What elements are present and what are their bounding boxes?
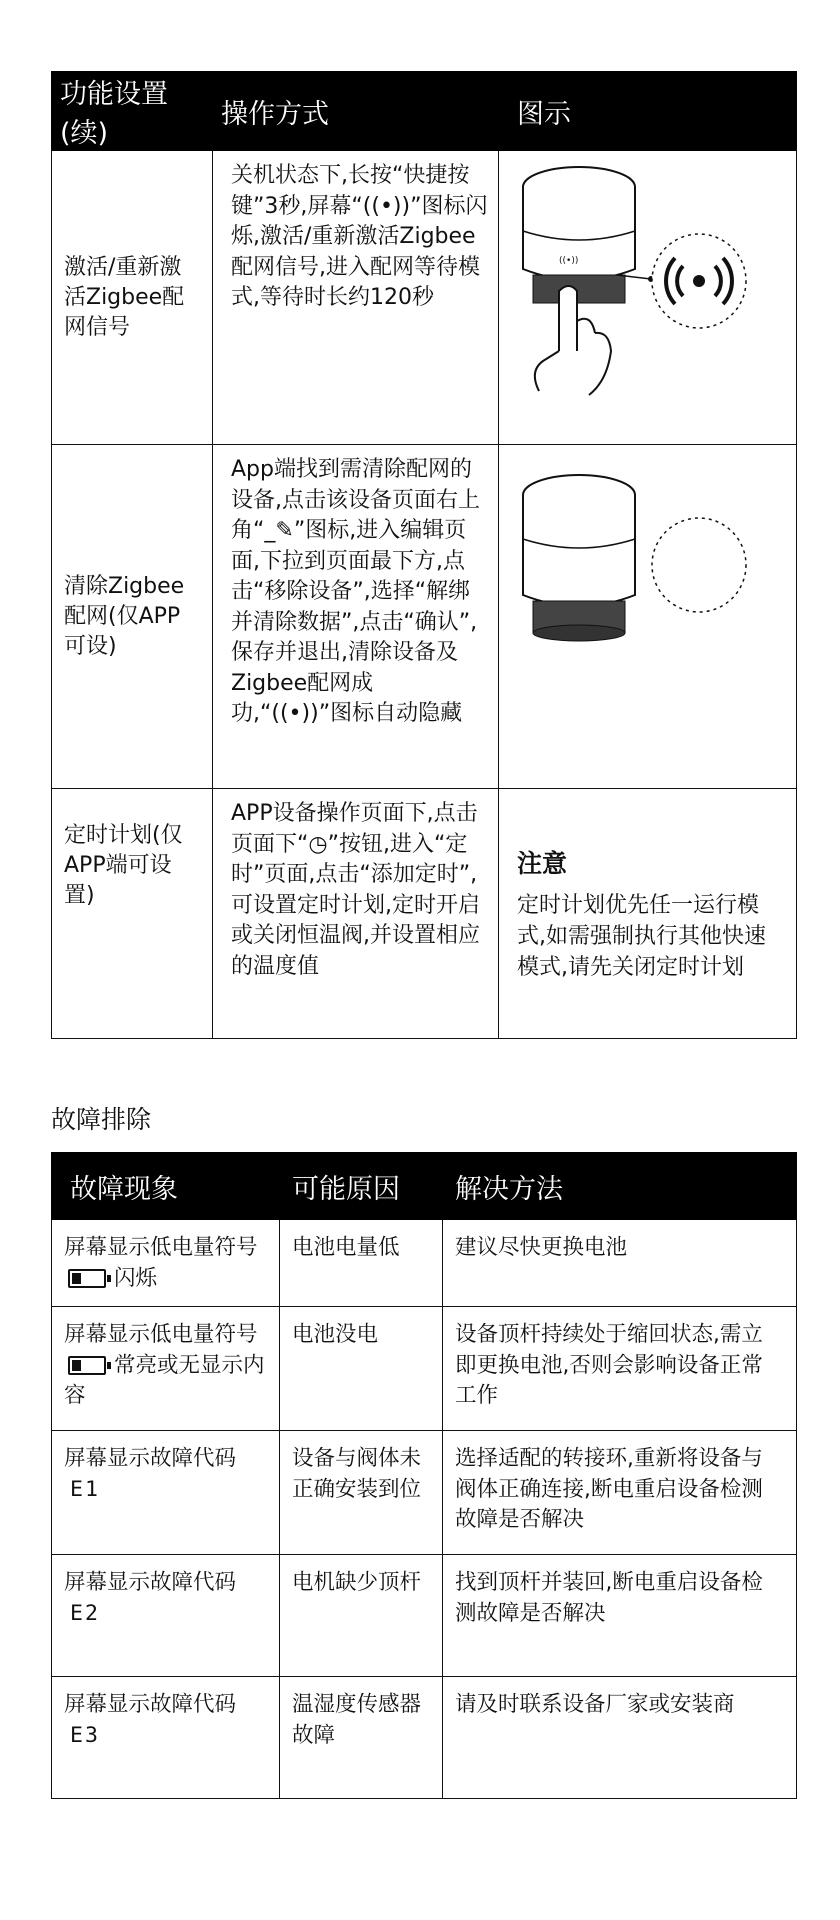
error-code: E2	[70, 1600, 100, 1626]
header-cause: 可能原因	[280, 1153, 443, 1220]
solution-cell: 建议尽快更换电池	[443, 1220, 797, 1307]
header-solution: 解决方法	[443, 1153, 797, 1220]
note-cell	[499, 789, 797, 1039]
troubleshooting-table	[51, 1152, 797, 1799]
error-code: E1	[70, 1476, 100, 1502]
table-row	[52, 1307, 797, 1431]
operation-cell: 关机状态下,长按“快捷按键”3秒,屏幕“((•))”图标闪烁,激活/重新激活Zigbee配网信号,进入配网等待模式,等待时长约120秒	[213, 151, 499, 445]
solution-cell: 选择适配的转接环,重新将设备与阀体正确连接,断电重启设备检测故障是否解决	[443, 1431, 797, 1555]
symptom-text: 屏幕显示低电量符号	[64, 1235, 258, 1260]
symptom-cell	[52, 1220, 280, 1307]
header-operation: 操作方式	[213, 72, 499, 151]
symptom-cell	[52, 1307, 280, 1431]
cause-cell: 电池没电	[280, 1307, 443, 1431]
symptom-state: 常亮或无显示内容	[64, 1352, 265, 1408]
header-symptom: 故障现象	[52, 1153, 280, 1220]
low-battery-icon	[68, 1356, 106, 1375]
thermostat-illustration	[499, 445, 797, 784]
header-illustration: 图示	[499, 72, 797, 151]
table-row	[52, 789, 797, 1039]
symptom-cell	[52, 1555, 280, 1677]
solution-cell: 请及时联系设备厂家或安装商	[443, 1677, 797, 1799]
solution-cell: 设备顶杆持续处于缩回状态,需立即更换电池,否则会影响设备正常工作	[443, 1307, 797, 1431]
symptom-cell	[52, 1431, 280, 1555]
symptom-text: 屏幕显示故障代码	[64, 1446, 237, 1471]
symptom-state: 闪烁	[114, 1265, 158, 1291]
function-settings-table	[51, 71, 797, 1039]
low-battery-icon	[68, 1269, 106, 1288]
function-cell: 清除Zigbee配网(仅APP可设)	[52, 445, 213, 789]
illustration-cell	[499, 151, 797, 445]
error-code: E3	[70, 1722, 100, 1748]
function-cell: 定时计划(仅APP端可设置)	[52, 789, 213, 1039]
table-row	[52, 1220, 797, 1307]
note-body: 定时计划优先任一运行模式,如需强制执行其他快速模式,请先关闭定时计划	[517, 893, 766, 980]
table-row	[52, 1431, 797, 1555]
table-row	[52, 151, 797, 445]
cause-cell: 设备与阀体未正确安装到位	[280, 1431, 443, 1555]
table-row	[52, 1555, 797, 1677]
symptom-text: 屏幕显示低电量符号	[64, 1322, 258, 1347]
symptom-text: 屏幕显示故障代码	[64, 1692, 237, 1717]
table-header-row	[52, 72, 797, 151]
table-row	[52, 445, 797, 789]
thermostat-press-illustration	[499, 151, 797, 440]
header-function: 功能设置(续)	[52, 72, 213, 151]
troubleshooting-title: 故障排除	[51, 1105, 152, 1134]
illustration-cell	[499, 445, 797, 789]
symptom-cell	[52, 1677, 280, 1799]
table-row	[52, 1677, 797, 1799]
function-cell: 激活/重新激活Zigbee配网信号	[52, 151, 213, 445]
symptom-text: 屏幕显示故障代码	[64, 1570, 237, 1595]
cause-cell: 温湿度传感器故障	[280, 1677, 443, 1799]
cause-cell: 电机缺少顶杆	[280, 1555, 443, 1677]
table-header-row	[52, 1153, 797, 1220]
svg-text:((•)): ((•))	[559, 256, 579, 266]
cause-cell: 电池电量低	[280, 1220, 443, 1307]
solution-cell: 找到顶杆并装回,断电重启设备检测故障是否解决	[443, 1555, 797, 1677]
operation-cell: APP设备操作页面下,点击页面下“◷”按钮,进入“定时”页面,点击“添加定时”,可设置定时计划,定时开启或关闭恒温阀,并设置相应的温度值	[213, 789, 499, 1039]
operation-cell: App端找到需清除配网的设备,点击该设备页面右上角“_✎”图标,进入编辑页面,下拉到页面最下方,点击“移除设备”,选择“解绑并清除数据”,点击“确认”,保存并退出,清除设备及Zigbee配网成功,“((•))”图标自动隐藏	[213, 445, 499, 789]
note-title: 注意	[517, 849, 568, 878]
